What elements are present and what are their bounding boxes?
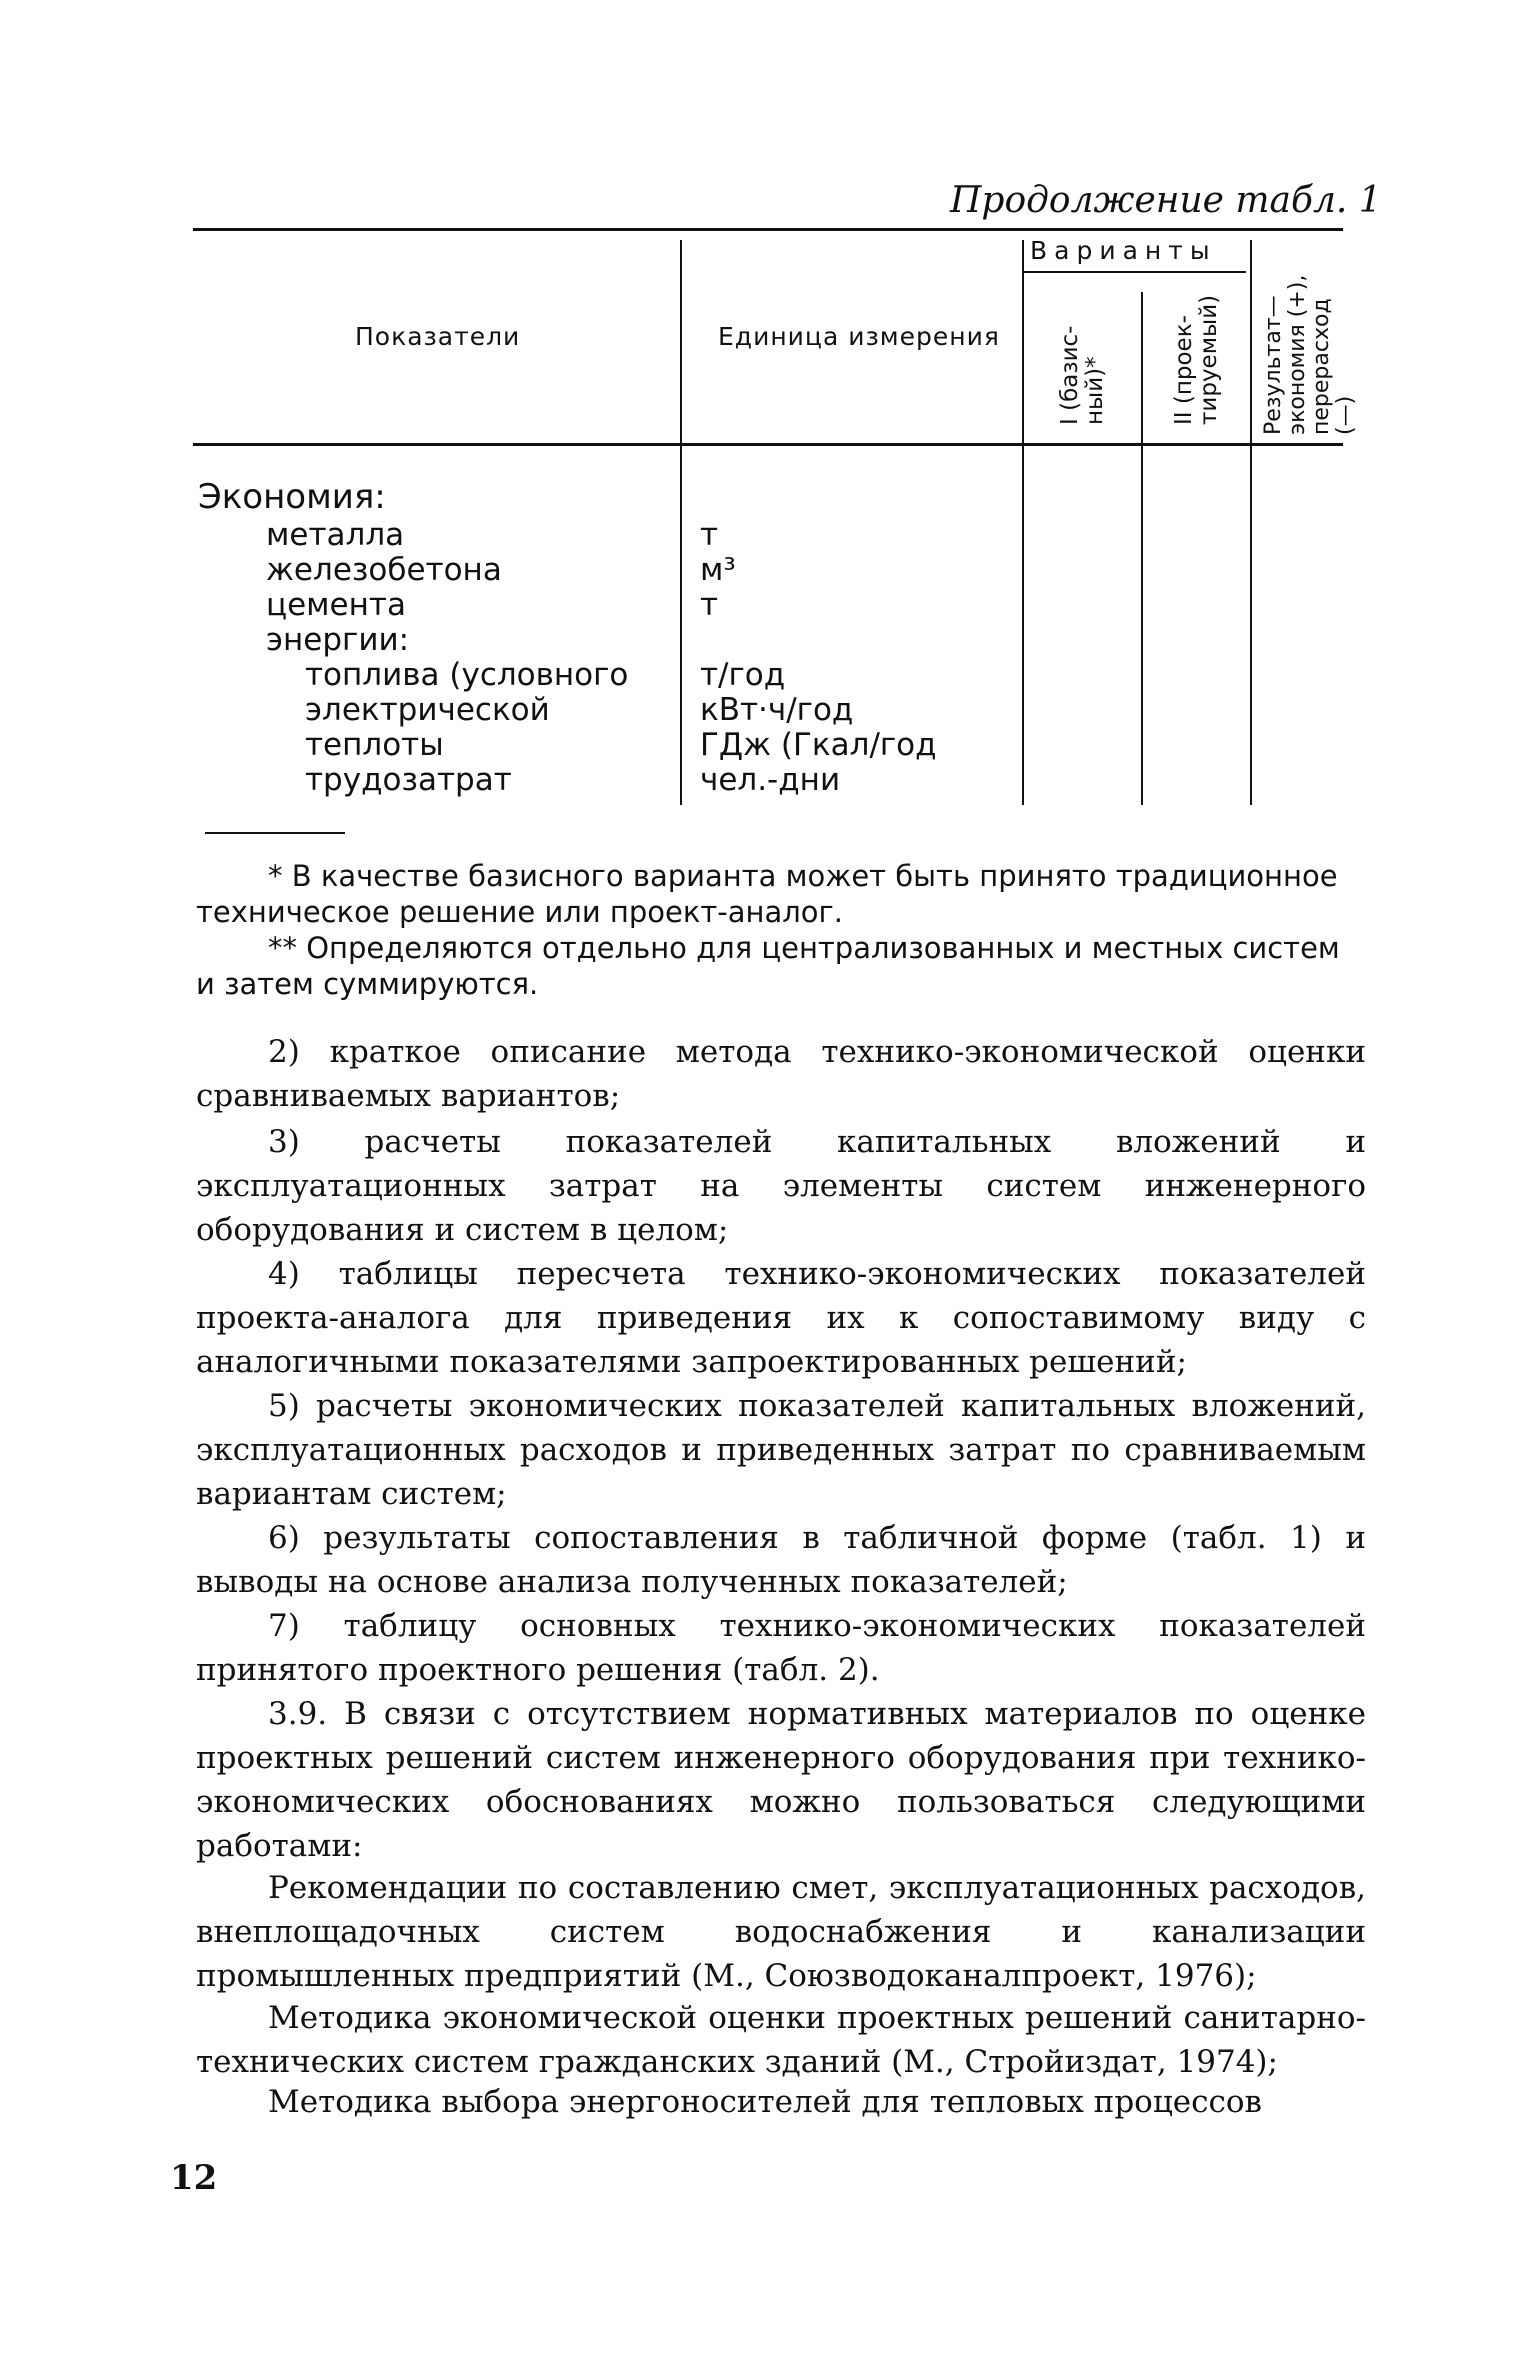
col-divider-3 xyxy=(1141,292,1143,805)
header-variant-2: II (проек- тируемый) xyxy=(1171,294,1222,425)
header-variants: Варианты xyxy=(1030,236,1217,265)
body-paragraph: 3) расчеты показателей капитальных вложений и эксплуатационных затрат на элементы систем инженерного оборудования и систем в целом; xyxy=(196,1124,1366,1248)
body-paragraph: Методика выбора энергоносителей для тепловых процессов xyxy=(268,2084,1262,2120)
table-header-rule xyxy=(193,443,1343,446)
body-paragraph: 3.9. В связи с отсутствием нормативных материалов по оценке проектных решений систем инженерного оборудования при технико-экономических обоснованиях можно пользоваться следующими работами: xyxy=(196,1696,1366,1864)
row-unit: т/год xyxy=(700,657,786,693)
body-paragraph: 2) краткое описание метода технико-экономической оценки сравниваемых вариантов; xyxy=(196,1034,1366,1114)
row-label: Экономия: xyxy=(198,477,386,517)
row-unit: т xyxy=(700,517,719,553)
row-label: трудозатрат xyxy=(305,762,512,798)
col-divider-1 xyxy=(680,240,682,805)
footnote: ** Определяются отдельно для централизованных и местных систем и затем суммируются. xyxy=(196,931,1340,1001)
body-paragraph: 5) расчеты экономических показателей капитальных вложений, эксплуатационных расходов и приведенных затрат по сравниваемым вариантам систем; xyxy=(196,1388,1366,1512)
header-result: Результат— экономия (+), перерасход (—) xyxy=(1261,274,1358,435)
row-label: теплоты xyxy=(305,727,444,763)
row-label: цемента xyxy=(266,587,406,623)
row-unit: м³ xyxy=(700,552,736,588)
table-caption: Продолжение табл. 1 xyxy=(950,180,1382,221)
body-paragraph: 7) таблицу основных технико-экономических показателей принятого проектного решения (табл. 2). xyxy=(196,1608,1366,1688)
header-variant-1: I (базис- ный)* xyxy=(1057,325,1108,425)
col-divider-2 xyxy=(1022,240,1024,805)
row-unit: т xyxy=(700,587,719,623)
row-label: электрической xyxy=(305,692,550,728)
row-label: железобетона xyxy=(266,552,502,588)
body-paragraph: Рекомендации по составлению смет, эксплуатационных расходов, внеплощадочных систем водоснабжения и канализации промышленных предприятий (М., Союзводоканалпроект, 1976); xyxy=(196,1870,1366,1994)
body-paragraph: 6) результаты сопоставления в табличной форме (табл. 1) и выводы на основе анализа полученных показателей; xyxy=(196,1520,1366,1600)
table-top-rule xyxy=(193,228,1343,231)
col-divider-4 xyxy=(1250,240,1252,805)
header-indicators: Показатели xyxy=(355,322,521,351)
row-label: топлива (условного xyxy=(305,657,629,693)
row-unit: чел.-дни xyxy=(700,762,841,798)
row-unit: кВт·ч/год xyxy=(700,692,854,728)
row-unit: ГДж (Гкал/год xyxy=(700,727,937,763)
body-paragraph: 4) таблицы пересчета технико-экономических показателей проекта-аналога для приведения их к сопоставимому виду с аналогичными показателями запроектированных решений; xyxy=(196,1256,1366,1380)
footnote: * В качестве базисного варианта может быть принято традиционное техническое решение или проект-аналог. xyxy=(196,859,1338,929)
page-number: 12 xyxy=(170,2158,218,2198)
row-label: энергии: xyxy=(266,622,410,658)
body-paragraph: Методика экономической оценки проектных решений санитарно-технических систем гражданских зданий (М., Стройиздат, 1974); xyxy=(196,2000,1366,2080)
row-label: металла xyxy=(266,517,405,553)
header-unit: Единица измерения xyxy=(718,322,1000,351)
variants-rule xyxy=(1024,271,1246,273)
bottom-short-rule xyxy=(205,832,345,834)
